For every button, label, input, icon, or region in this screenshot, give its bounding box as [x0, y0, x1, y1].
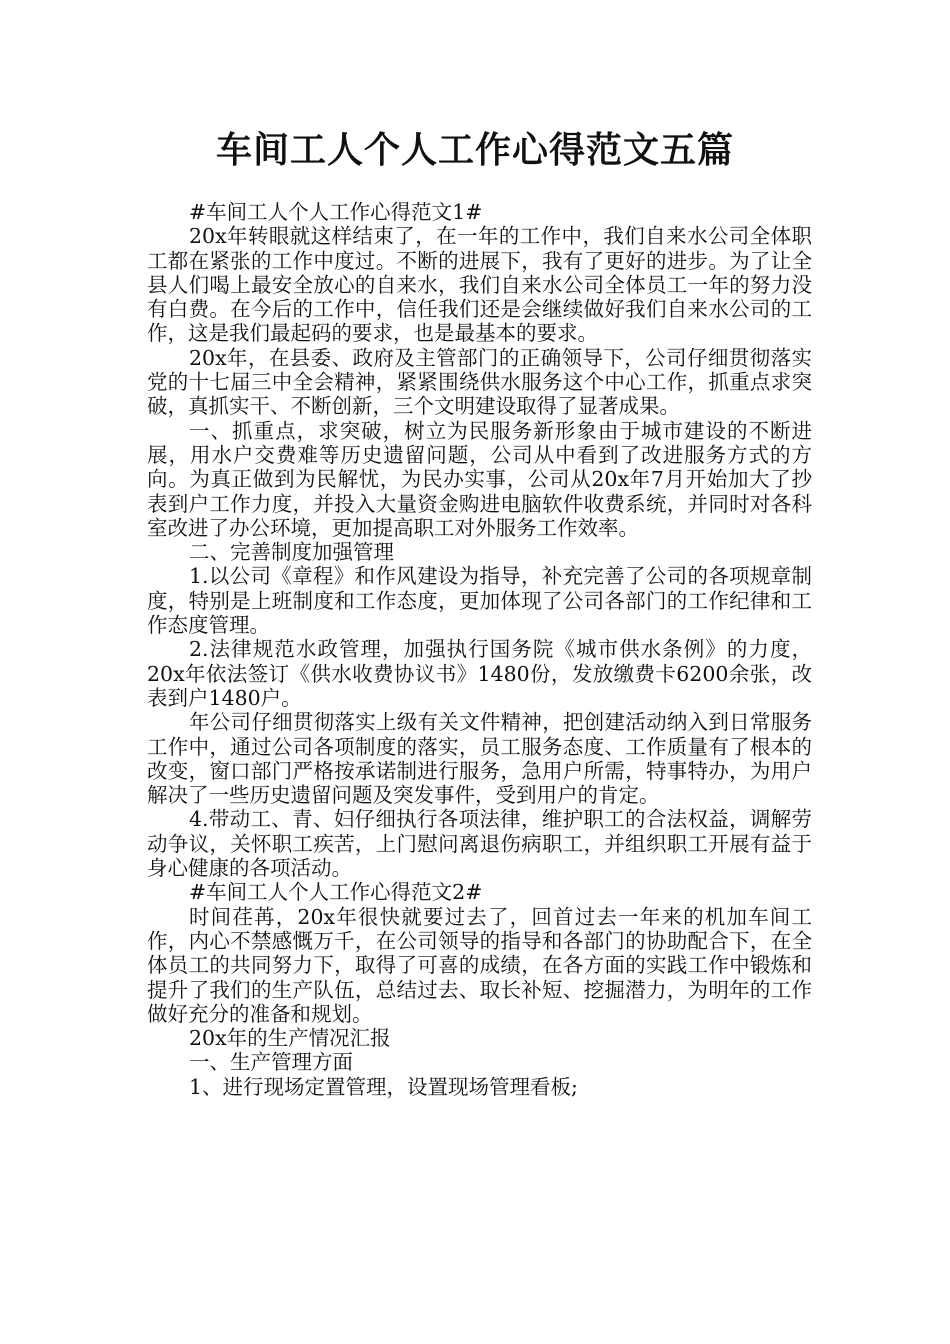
subheading-production-management: 一、生产管理方面 — [189, 1050, 353, 1075]
list-item-site-management: 1、进行现场定置管理，设置现场管理看板; — [189, 1074, 578, 1099]
list-item-2: 2.法律规范水政管理，加强执行国务院《城市供水条例》的力度，20x年依法签订《供水收费协议书》1480份，发放缴费卡6200余张，改表到户1480户。 — [147, 637, 812, 710]
list-item-1: 1.以公司《章程》和作风建设为指导，补充完善了公司的各项规章制度，特别是上班制度和工作态度，更加体现了公司各部门的工作纪律和工作态度管理。 — [147, 564, 812, 638]
document-body — [147, 200, 812, 1099]
subheading-management: 二、完善制度加强管理 — [189, 540, 394, 565]
list-item-4: 4.带动工、青、妇仔细执行各项法律，维护职工的合法权益，调解劳动争议，关怀职工疾苦，上门慰问离退伤病职工，并组织职工开展有益于身心健康的各项活动。 — [147, 807, 812, 881]
paragraph-leadership: 20x年，在县委、政府及主管部门的正确领导下，公司仔细贯彻落实党的十七届三中全会精神，紧紧围绕供水服务这个中心工作，抓重点求突破，真抓实干、不断创新，三个文明建设取得了显著成果。 — [147, 345, 812, 419]
document-title: 车间工人个人工作心得范文五篇 — [215, 130, 734, 171]
subheading-production-report: 20x年的生产情况汇报 — [189, 1026, 391, 1051]
section-heading-1: #车间工人个人工作心得范文1# — [189, 200, 483, 224]
paragraph-review: 时间荏苒，20x年很快就要过去了，回首过去一年来的机加车间工作，内心不禁感慨万千，在公司领导的指导和各部门的协助配合下，在全体员工的共同努力下，取得了可喜的成绩，在各方面的实践工作中锻炼和提升了我们的生产队伍，总结过去、取长补短、挖掘潜力，为明年的工作做好充分的准备和规划。 — [147, 904, 812, 1026]
paragraph-intro: 20x年转眼就这样结束了，在一年的工作中，我们自来水公司全体职工都在紧张的工作中度过。不断的进展下，我有了更好的进步。为了让全县人们喝上最安全放心的自来水，我们自来水公司全体员工一年的努力没有白费。在今后的工作中，信任我们还是会继续做好我们自来水公司的工作，这是我们最起码的要求，也是最基本的要求。 — [147, 224, 812, 346]
list-item-3: 年公司仔细贯彻落实上级有关文件精神，把创建活动纳入到日常服务工作中，通过公司各项制度的落实，员工服务态度、工作质量有了根本的改变，窗口部门严格按承诺制进行服务，急用户所需，特事特办，为用户解决了一些历史遗留问题及突发事件，受到用户的肯定。 — [147, 710, 812, 808]
section-heading-2: #车间工人个人工作心得范文2# — [189, 880, 483, 905]
paragraph-service: 一、抓重点，求突破，树立为民服务新形象由于城市建设的不断进展，用水户交费难等历史遗留问题，公司从中看到了改进服务方式的方向。为真正做到为民解忧，为民办实事，公司从20x年7月开始加大了抄表到户工作力度，并投入大量资金购进电脑软件收费系统，并同时对各科室改进了办公环境，更加提高职工对外服务工作效率。 — [147, 418, 812, 540]
